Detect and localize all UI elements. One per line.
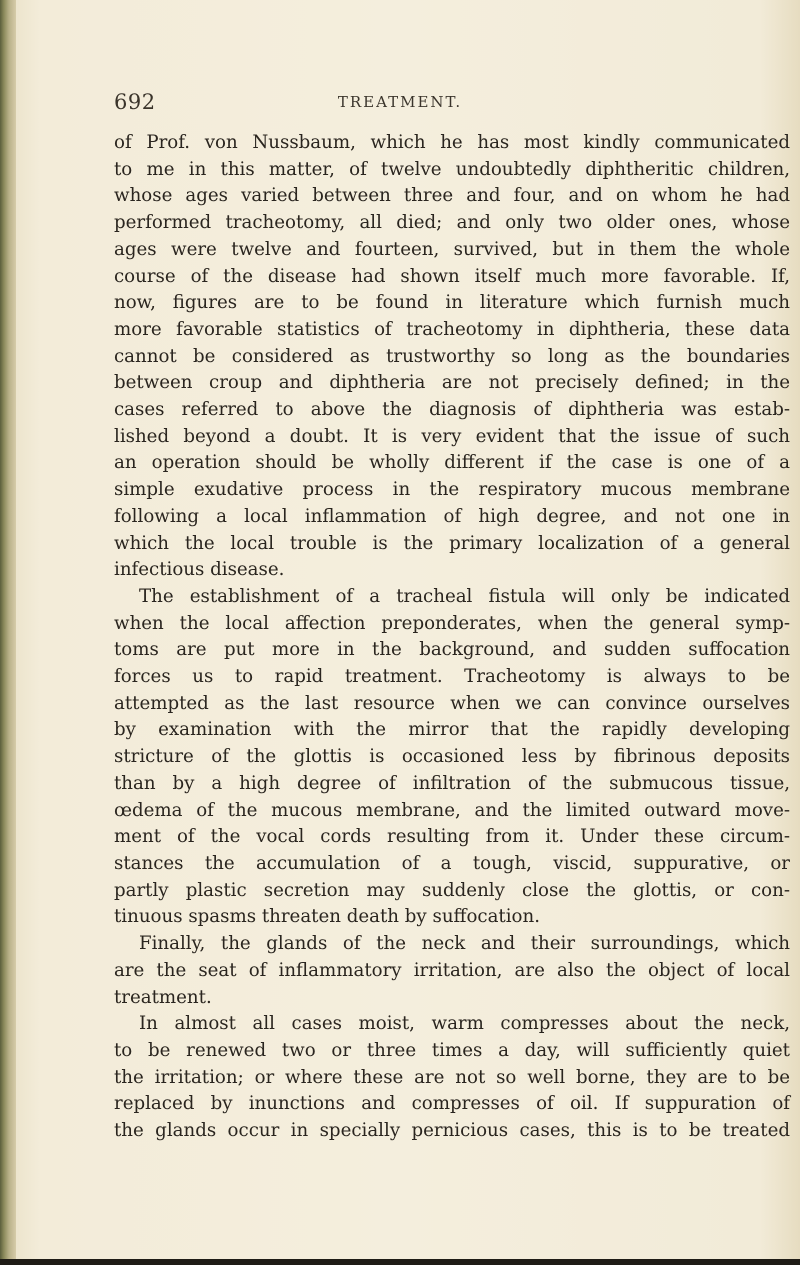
text-line: ages were twelve and fourteen, survived, but in them the whole: [114, 238, 790, 260]
text-line: by examination with the mirror that the rapidly developing: [114, 719, 790, 741]
text-line: now, figures are to be found in literature which furnish much: [114, 292, 790, 314]
text-line: more favorable statistics of tracheotomy in diphtheria, these data: [114, 318, 790, 340]
text-line: lished beyond a doubt. It is very evident that the issue of such: [114, 425, 790, 447]
paragraph-start-line: In almost all cases moist, warm compresses about the neck,: [139, 1013, 790, 1035]
page-bottom-edge: [0, 1259, 800, 1265]
page-number: 692: [114, 90, 156, 114]
text-line: when the local affection preponderates, when the general symp-: [114, 612, 790, 634]
text-line: cases referred to above the diagnosis of diphtheria was estab-: [114, 399, 790, 421]
text-line: replaced by inunctions and compresses of oil. If suppuration of: [114, 1093, 790, 1115]
text-line: tinuous spasms threaten death by suffocation.: [114, 906, 541, 928]
text-line: course of the disease had shown itself much more favorable. If,: [114, 265, 790, 287]
text-line: are the seat of inflammatory irritation, are also the object of local: [114, 959, 790, 981]
text-line: of Prof. von Nussbaum, which he has most kindly communicated: [114, 132, 790, 153]
text-line: œdema of the mucous membrane, and the limited outward move-: [114, 799, 790, 821]
text-line: the irritation; or where these are not so well borne, they are to be: [114, 1066, 790, 1088]
text-line: partly plastic secretion may suddenly close the glottis, or con-: [114, 879, 790, 901]
text-line: infectious disease.: [114, 559, 285, 581]
text-line: an operation should be wholly different if the case is one of a: [114, 452, 790, 474]
text-line: forces us to rapid treatment. Tracheotomy is always to be: [114, 666, 790, 688]
text-line: attempted as the last resource when we can convince ourselves: [114, 692, 790, 714]
body-text: [114, 130, 790, 1145]
running-title: TREATMENT.: [337, 93, 463, 111]
paragraph-start-line: Finally, the glands of the neck and their surroundings, which: [139, 933, 790, 955]
text-line: stricture of the glottis is occasioned less by fibrinous deposits: [114, 746, 790, 768]
text-line: ment of the vocal cords resulting from it. Under these circum-: [114, 826, 790, 848]
text-line: to be renewed two or three times a day, will sufficiently quiet: [114, 1039, 790, 1061]
text-line: the glands occur in specially pernicious cases, this is to be treated: [114, 1120, 790, 1142]
text-line: toms are put more in the background, and sudden suffocation: [114, 639, 790, 661]
text-line: treatment.: [114, 986, 212, 1008]
text-line: which the local trouble is the primary localization of a general: [114, 532, 790, 554]
text-line: between croup and diphtheria are not precisely defined; in the: [114, 372, 790, 394]
paragraph-start-line: The establishment of a tracheal fistula will only be indicated: [139, 585, 790, 607]
text-line: whose ages varied between three and four, and on whom he had: [114, 185, 790, 207]
text-line: performed tracheotomy, all died; and only two older ones, whose: [114, 212, 790, 234]
text-line: to me in this matter, of twelve undoubtedly diphtheritic children,: [114, 158, 790, 180]
book-binding-edge: [0, 0, 16, 1265]
text-line: stances the accumulation of a tough, viscid, suppurative, or: [114, 852, 790, 874]
text-line: than by a high degree of infiltration of the submucous tissue,: [114, 772, 790, 794]
text-line: cannot be considered as trustworthy so long as the boundaries: [114, 345, 790, 367]
text-line: following a local inflammation of high degree, and not one in: [114, 505, 790, 527]
text-line: simple exudative process in the respiratory mucous membrane: [114, 479, 790, 501]
